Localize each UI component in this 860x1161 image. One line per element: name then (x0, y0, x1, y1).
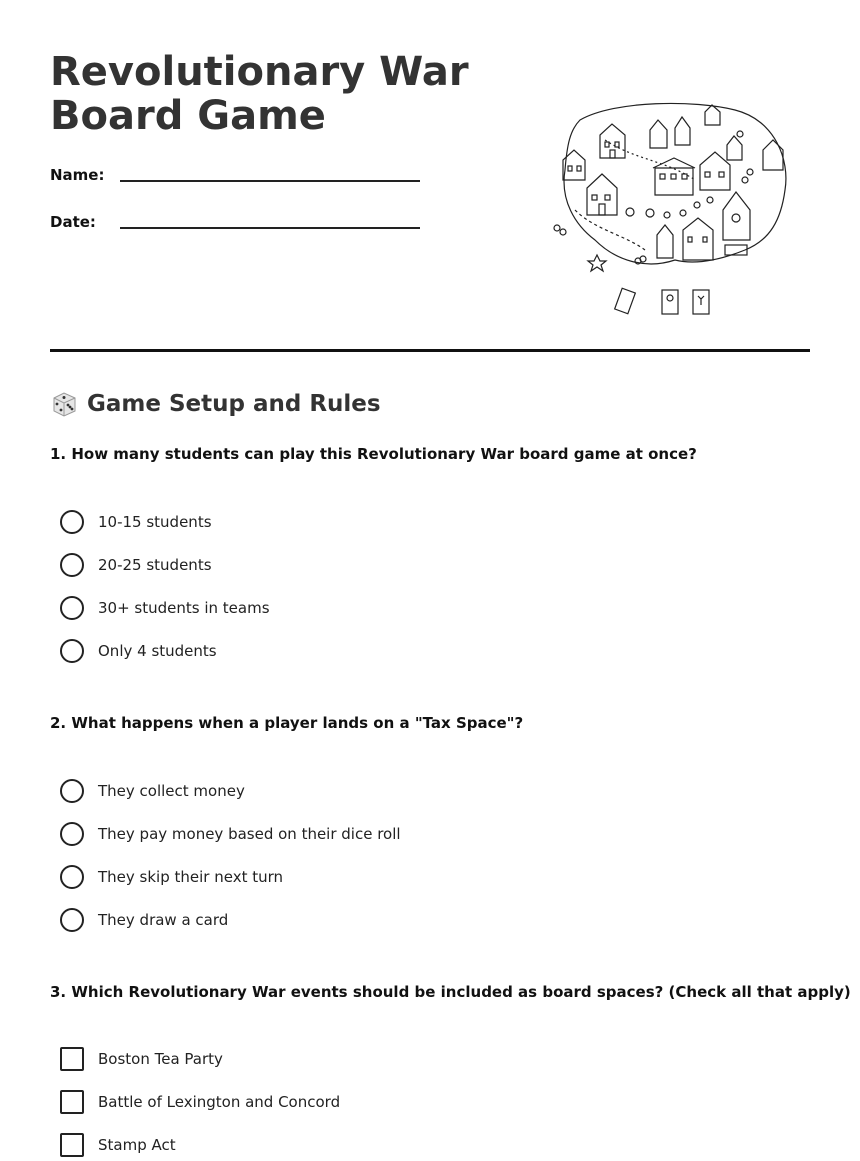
date-label: Date: (50, 213, 96, 231)
name-label: Name: (50, 166, 105, 184)
radio-button[interactable] (60, 639, 84, 663)
checkbox[interactable] (60, 1047, 84, 1071)
checkbox[interactable] (60, 1133, 84, 1157)
q2-option-2[interactable] (60, 821, 401, 847)
radio-button[interactable] (60, 908, 84, 932)
option-label: 10-15 students (98, 513, 212, 531)
section-heading (50, 388, 381, 420)
section-title: Game Setup and Rules (87, 391, 381, 417)
radio-button[interactable] (60, 553, 84, 577)
q2-option-1[interactable] (60, 778, 245, 804)
option-label: Only 4 students (98, 642, 217, 660)
radio-button[interactable] (60, 510, 84, 534)
date-field-row (50, 213, 430, 243)
q2-option-4[interactable] (60, 907, 228, 933)
option-label: Battle of Lexington and Concord (98, 1093, 341, 1111)
name-field-row (50, 166, 430, 196)
option-label: 30+ students in teams (98, 599, 270, 617)
option-label: They skip their next turn (98, 868, 284, 886)
q2-option-3[interactable] (60, 864, 283, 890)
date-field[interactable] (120, 227, 420, 229)
q3-option-1[interactable] (60, 1046, 223, 1072)
q1-option-2[interactable] (60, 552, 212, 578)
q3-option-2[interactable] (60, 1089, 340, 1115)
option-label: 20-25 students (98, 556, 212, 574)
option-label: Boston Tea Party (98, 1050, 223, 1068)
option-label: They collect money (98, 782, 245, 800)
colonial-town-map-icon (545, 100, 795, 320)
title-line-1: Revolutionary War (50, 49, 469, 95)
q1-option-1[interactable] (60, 509, 212, 535)
section-divider (50, 349, 810, 352)
q3-option-3[interactable] (60, 1132, 176, 1158)
option-label: They draw a card (98, 911, 229, 929)
option-label: They pay money based on their dice roll (98, 825, 401, 843)
question-3: 3. Which Revolutionary War events should be included as board spaces? (Check all that apply) (50, 983, 851, 1001)
title-line-2: Board Game (50, 93, 326, 139)
page-title (50, 50, 469, 138)
question-2: 2. What happens when a player lands on a "Tax Space"? (50, 714, 524, 732)
radio-button[interactable] (60, 596, 84, 620)
question-1: 1. How many students can play this Revolutionary War board game at once? (50, 445, 697, 463)
q1-option-4[interactable] (60, 638, 217, 664)
dice-icon (50, 390, 78, 418)
q1-option-3[interactable] (60, 595, 270, 621)
radio-button[interactable] (60, 822, 84, 846)
name-field[interactable] (120, 180, 420, 182)
radio-button[interactable] (60, 779, 84, 803)
option-label: Stamp Act (98, 1136, 176, 1154)
radio-button[interactable] (60, 865, 84, 889)
checkbox[interactable] (60, 1090, 84, 1114)
